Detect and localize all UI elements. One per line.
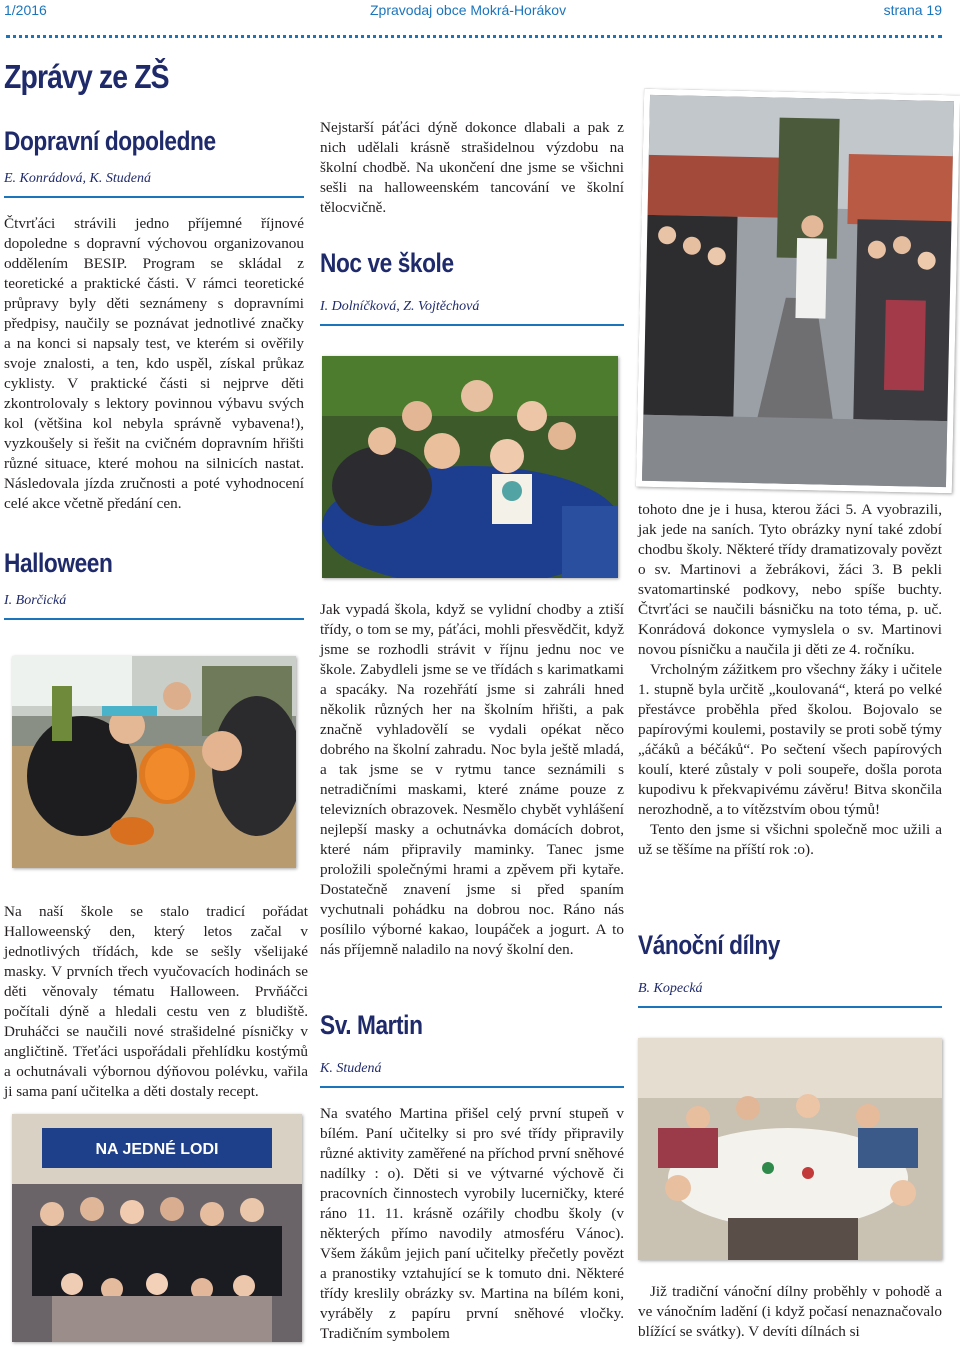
title-rule	[638, 1006, 942, 1008]
article-authors: I. Borčická	[4, 593, 67, 608]
article-martin-continuation	[638, 500, 942, 860]
article-text: Na svatého Martina přišel celý první stupeň v bílém. Paní učitelky si pro své třídy připravily různé aktivity zaměřené na příchod první sněhové nadílky : o). Děti si ve výtvarné výchově či pracovních činnostech vyrobily lucerničky, které ráno 11. 11. krásně ozářily chodbu školy (v některých přímo navodily atmosféru Vánoc). Všem žákům jejich paní učitelky přečetly povězt a pranostiky vztahující se k tomuto dni. Některé třídy kreslily obrázky sv. Martina na bílém koni, vyráběly z papíru první sněhové vločky. Tradičním symbolem	[320, 1105, 624, 1342]
article-dilny-body	[638, 1282, 942, 1342]
article-title: Halloween	[4, 548, 113, 578]
article-text: Čtvrťáci strávili jedno příjemné říjnové dopoledne s dopravní výchovou organizovanou oddělením BESIP. Program se skládal z teoretické a praktické části. V rámci teoretické průpravy byly děti seznámeny s dopravními předpisy, naučily se poznávat jednotlivé značky a na konci si napsaly test, ve kterém si ověřily svoje znalosti, a ten, kdo uspěl, získal průkaz cyklisty. V praktické části si nejprve děti zkontrolovaly s lektory povinnou výbavu svých kol (většina kol nebyla správně vybavena!), vyzkoušely si řešit na cvičném dopravním hřišti různé situace, které mohou na silnicích nastat. Následovala jízda zručnosti a poté vyhodnocení celé akce včetně předání cen.	[4, 215, 304, 512]
banner-text: NA JEDNÉ LODI	[95, 1141, 219, 1158]
article-halloween	[4, 548, 304, 620]
page-number: strana 19	[883, 2, 942, 18]
article-text: tohoto dne je i husa, kterou žáci 5. A vyobrazili, jak jede na saních. Tyto obrázky nyní také zdobí chodbu školy. Některé třídy dramatizovaly povězt o sv. Martinovi a žebrákovi, žáci 3. B pekli svatomartinské podkovy, nebo spíše buchty. Čtvrťáci se naučili básničku na toto téma, p. uč. Konrádová dokonce vymyslela o sv. Martinovi novou písničku a naučila ji děti ze 4. ročníku.	[638, 501, 942, 658]
article-authors: E. Konrádová, K. Studená	[4, 171, 151, 186]
article-martin	[320, 1010, 624, 1344]
article-title: Sv. Martin	[320, 1010, 423, 1040]
article-noc	[320, 248, 624, 326]
article-title: Vánoční dílny	[638, 930, 780, 960]
title-rule	[4, 196, 304, 198]
article-text: Nejstarší páťáci dýně dokonce dlabali a pak z nich udělali krásně strašidelnou výzdobu na školní chodbě. Na ukončení dne jsme se všichni sešli na halloweenském tancování ve školní tělocvičně.	[320, 119, 624, 216]
article-halloween-continuation	[320, 118, 624, 218]
issue-number: 1/2016	[4, 2, 47, 18]
article-text: Vrcholným zážitkem pro všechny žáky i učitele 1. stupně byla určitě „koulovaná“, která po velké přestávce proběhla před školou. Bojovalo se papírovými koulemi, postavily se proti sobě týmy „áčáků a béčáků“. Po sečtení všech papírových koulí, které zůstaly v poli soupeře, došla porota kupodivu k překvapivému závěru! Bitva skončila nerozhodně, a to vítězstvím obou týmů!	[638, 661, 942, 818]
page-header	[0, 0, 960, 26]
halloween-pumpkin-photo	[12, 656, 296, 868]
title-rule	[320, 324, 624, 326]
article-title: Noc ve škole	[320, 248, 454, 278]
article-halloween-body	[4, 902, 308, 1102]
article-text: Již tradiční vánoční dílny proběhly v pohodě a ve vánočním ladění (i když počasí nenaznačovalo blížící se svátky). V devíti dílnách si	[638, 1283, 942, 1340]
column-left	[4, 58, 304, 96]
title-rule	[320, 1086, 624, 1088]
st-martin-schoolyard-photo	[636, 89, 960, 494]
section-title: Zprávy ze ZŠ	[4, 58, 169, 95]
halloween-group-photo	[12, 1114, 302, 1342]
article-title: Dopravní dopoledne	[4, 126, 216, 156]
article-authors: I. Dolníčková, Z. Vojtěchová	[320, 299, 480, 314]
article-doprava	[4, 126, 304, 514]
article-text: Jak vypadá škola, když se vylidní chodby a ztiší třídy, o tom se my, páťáci, mohli přesvědčit, když jsme se rozhodli strávit v říjnu jednu noc ve škole. Zabydleli jsme se ve třídách s karimatkami a spacáky. Na rozehřátí jsme si zahráli hned několik různých her na školním hřišti, a pak značně vyhladovělí se vydali opékat něco dobrého na školní zahradu. Noc byla ještě mladá, a tak jsme se v rytmu tance seznámili s netradičními maskami, které známe pouze z televizních obrazovek. Nesmělo chybět vyhlášení nejlepší masky a ochutnávka domácích dobrot, které nám připravily maminky. Tanec jsme proložili společnými hrami a zpěvem při kytaře. Dostatečně znavení jsme si před spaním vychutnali pohádku na dobrou noc. Ráno nás posílilo výborné kakao, loupáček a jogurt. A to nás příjemně naladilo na nový školní den.	[320, 601, 624, 958]
title-rule	[4, 618, 304, 620]
article-text: Tento den jsme si všichni společně moc užili a už se těšíme na příští rok :o).	[638, 821, 942, 858]
article-noc-body	[320, 600, 624, 960]
article-authors: K. Studená	[320, 1061, 382, 1076]
publication-name: Zpravodaj obce Mokrá-Horákov	[370, 2, 567, 18]
night-at-school-photo	[322, 356, 618, 578]
article-dilny	[638, 930, 942, 1008]
article-text: Na naší škole se stalo tradicí pořádat Halloweenský den, který letos začal v jednotlivých třídách, kde se sešly všelijaké masky. V prvních třech vyučovacích hodinách se děti věnovaly tématu Halloween. Prvňáčci počítali dýně a hledali cestu ven z bludiště. Druháčci se naučili nové strašidelné písničky v angličtině. Třeťáci uspořádali přehlídku kostýmů a ochutnávali výbornou dýňovou polévku, vařila ji sama paní učitelka a děti dostaly recept.	[4, 903, 308, 1100]
article-authors: B. Kopecká	[638, 981, 703, 996]
header-dotted-divider	[6, 35, 942, 38]
christmas-workshop-photo	[638, 1038, 942, 1260]
